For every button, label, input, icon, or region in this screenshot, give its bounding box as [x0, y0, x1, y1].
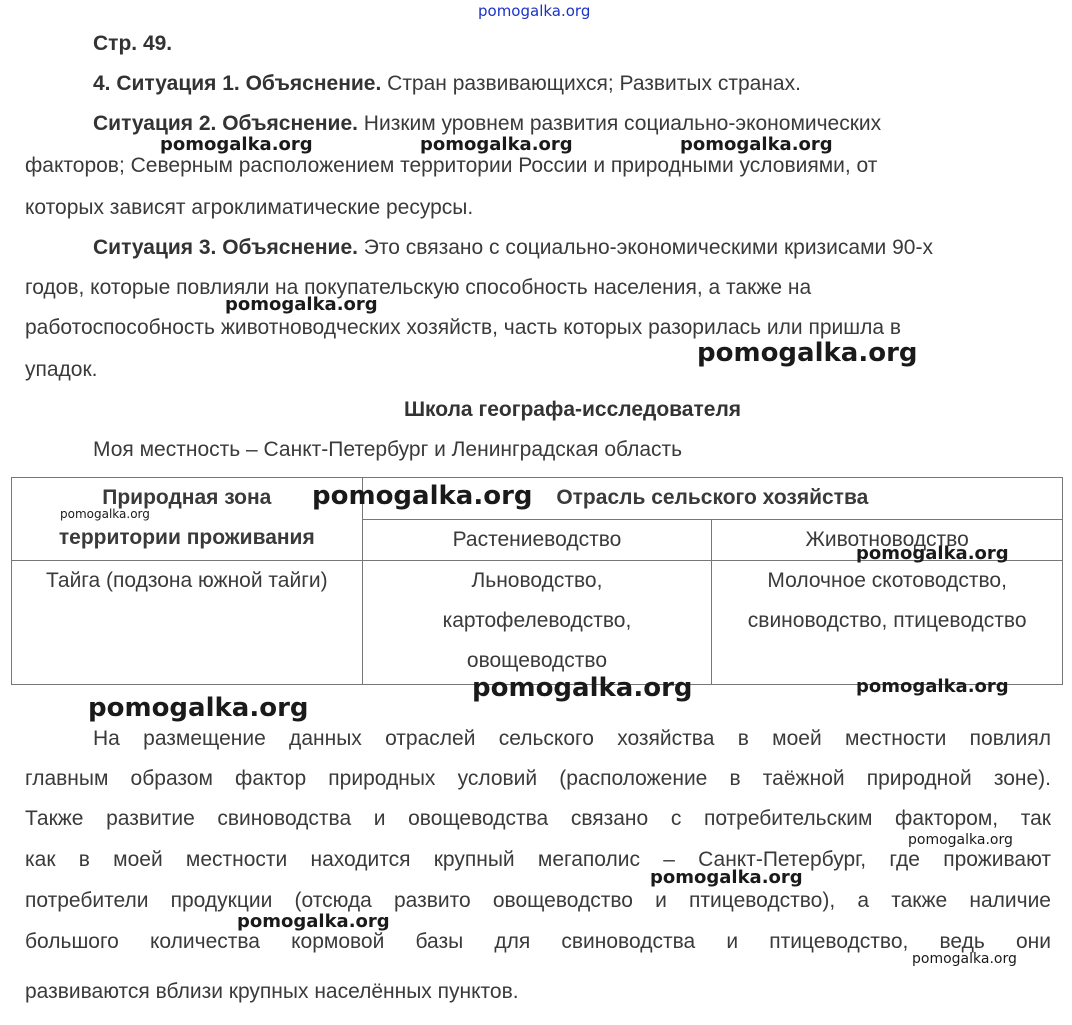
situation-3-line-2: годов, которые повлияли на покупательскую способность населения, а также на	[25, 276, 812, 299]
conclusion-line-1: На размещение данных отраслей сельского хозяйства в моей местности повлиял	[93, 727, 1051, 750]
watermark: pomogalka.org	[312, 481, 533, 511]
section-heading: Школа географа-исследователя	[403, 398, 742, 421]
situation-2-text: Низким уровнем развития социально-экономических	[357, 112, 882, 135]
conclusion-line-3: Также развитие свиноводства и овощеводства связано с потребительским фактором, так	[25, 807, 1051, 830]
watermark: pomogalka.org	[160, 134, 313, 155]
situation-3-line-4: упадок.	[25, 358, 98, 381]
livestock-value	[712, 561, 1063, 685]
crop-value-line-2: картофелеводство,	[442, 609, 632, 632]
situation-1-text: Стран развивающихся; Развитых странах.	[381, 72, 801, 95]
crop-header: Растениеводство	[362, 520, 712, 561]
branch-header: Отрасль сельского хозяйства	[362, 478, 1062, 520]
livestock-value-line-2: свиноводство, птицеводство	[747, 609, 1027, 632]
crop-value-line-3: овощеводство	[466, 649, 608, 672]
crop-value	[362, 561, 712, 685]
watermark: pomogalka.org	[60, 507, 150, 521]
situation-3-line-1	[93, 228, 933, 268]
watermark: pomogalka.org	[912, 951, 1017, 967]
zone-value: Тайга (подзона южной тайги)	[12, 561, 363, 685]
watermark: pomogalka.org	[420, 134, 573, 155]
watermark: pomogalka.org	[856, 676, 1009, 697]
watermark: pomogalka.org	[697, 338, 918, 368]
watermark: pomogalka.org	[650, 867, 803, 888]
situation-3-line-3: работоспособность животноводческих хозяйств, часть которых разорилась или пришла в	[25, 316, 902, 339]
agriculture-table	[11, 477, 1063, 685]
conclusion-line-2: главным образом фактор природных условий (расположение в таёжной природной зоне).	[25, 767, 1051, 790]
situation-2-label: Ситуация 2. Объяснение.	[93, 112, 358, 135]
situation-1-label: 4. Ситуация 1. Объяснение.	[93, 72, 382, 95]
zone-header-line-2: территории проживания	[58, 526, 315, 549]
locality-line: Моя местность – Санкт-Петербург и Ленинградская область	[93, 438, 683, 461]
watermark: pomogalka.org	[88, 693, 309, 723]
livestock-header: Животноводство	[712, 520, 1063, 561]
zone-header-line-1: Природная зона	[102, 486, 272, 509]
situation-3-label: Ситуация 3. Объяснение.	[93, 236, 358, 259]
top-watermark: pomogalka.org	[478, 2, 591, 20]
livestock-value-line-1: Молочное скотоводство,	[767, 569, 1007, 592]
watermark: pomogalka.org	[472, 673, 693, 703]
situation-2-line-3: которых зависят агроклиматические ресурсы.	[25, 196, 474, 219]
conclusion-line-4: как в моей местности находится крупный мегаполис – Санкт-Петербург, где проживают	[25, 848, 1051, 871]
situation-3-text: Это связано с социально-экономическими кризисами 90-х	[357, 236, 933, 259]
crop-value-line-1: Льноводство,	[471, 569, 603, 592]
watermark: pomogalka.org	[225, 294, 378, 315]
watermark: pomogalka.org	[237, 911, 390, 932]
watermark: pomogalka.org	[856, 543, 1009, 564]
watermark: pomogalka.org	[680, 134, 833, 155]
page-reference: Стр. 49.	[93, 32, 173, 55]
situation-1	[93, 64, 801, 104]
watermark: pomogalka.org	[908, 832, 1013, 848]
situation-2-line-2: факторов; Северным расположением территории России и природными условиями, от	[25, 154, 878, 177]
conclusion-line-6: большого количества кормовой базы для свиноводства и птицеводство, ведь они	[25, 930, 1051, 953]
conclusion-line-5: потребители продукции (отсюда развито овощеводство и птицеводство), а также наличие	[25, 889, 1051, 912]
conclusion-line-7: развиваются вблизи крупных населённых пунктов.	[25, 980, 519, 1003]
